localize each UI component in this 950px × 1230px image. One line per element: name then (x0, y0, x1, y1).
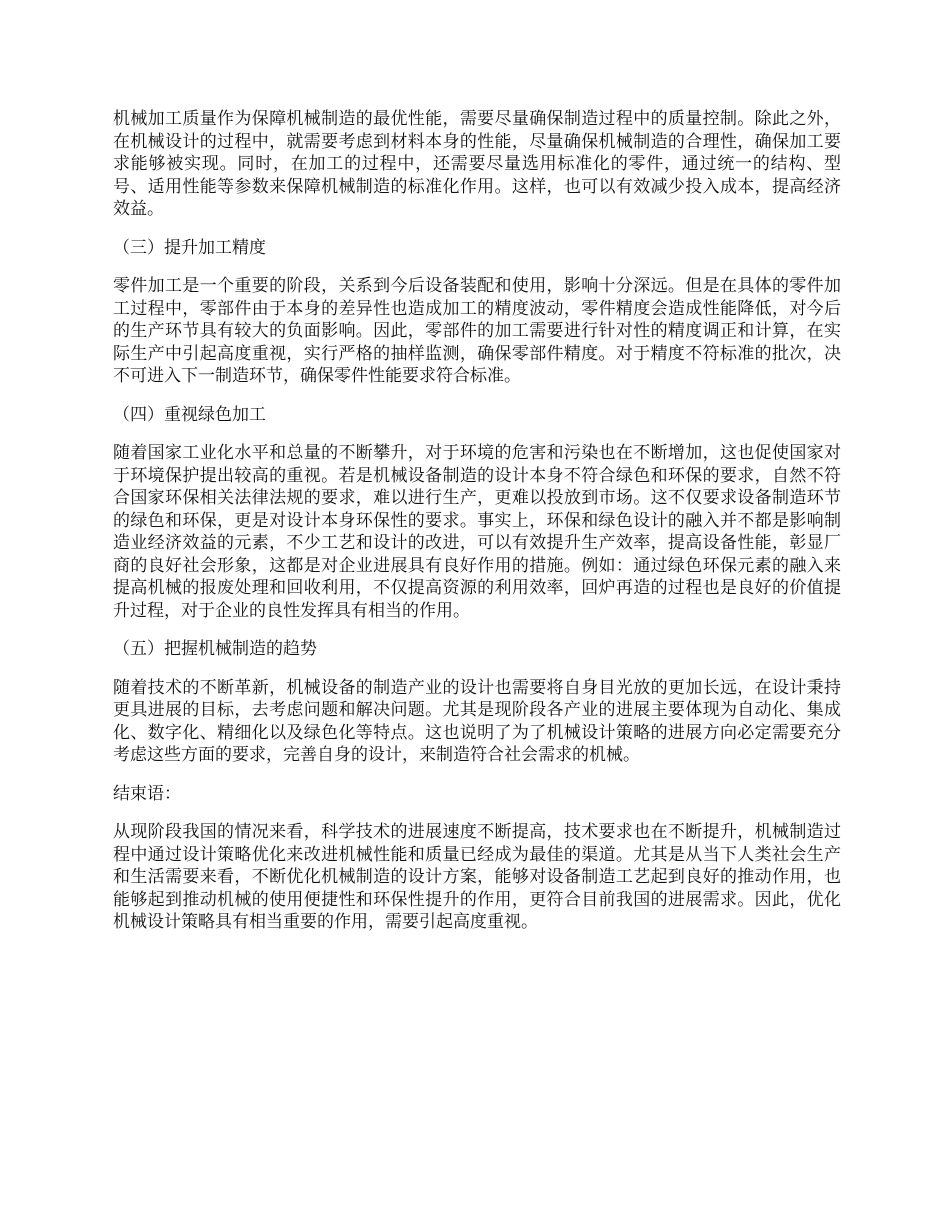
paragraph-trend: 随着技术的不断革新，机械设备的制造产业的设计也需要将自身目光放的更加长远，在设计秉持更具进展的目标，去考虑问题和解决问题。尤其是现阶段各产业的进展主要体现为自动化、集成化、数字化、精细化以及绿色化等特点。这也说明了为了机械设计策略的进展方向必定需要充分考虑这些方面的要求，完善自身的设计，来制造符合社会需求的机械。 (113, 677, 841, 765)
section-heading-green: （四）重视绿色加工 (113, 404, 266, 425)
paragraph-precision: 零件加工是一个重要的阶段，关系到今后设备装配和使用，影响十分深远。但是在具体的零件加工过程中，零部件由于本身的差异性也造成加工的精度波动，零件精度会造成性能降低，对今后的生产环节具有较大的负面影响。因此，零部件的加工需要进行针对性的精度调正和计算，在实际生产中引起高度重视，实行严格的抽样监测，确保零部件精度。对于精度不符标准的批次，决不可进入下一制造环节，确保零件性能要求符合标准。 (113, 276, 841, 386)
paragraph-quality-control: 机械加工质量作为保障机械制造的最优性能，需要尽量确保制造过程中的质量控制。除此之外，在机械设计的过程中，就需要考虑到材料本身的性能，尽量确保机械制造的合理性，确保加工要求能够被实现。同时，在加工的过程中，还需要尽量选用标准化的零件，通过统一的结构、型号、适用性能等参数来保障机械制造的标准化作用。这样，也可以有效减少投入成本，提高经济效益。 (113, 109, 841, 219)
conclusion-heading: 结束语： (113, 783, 181, 804)
paragraph-green: 随着国家工业化水平和总量的不断攀升，对于环境的危害和污染也在不断增加，这也促使国家对于环境保护提出较高的重视。若是机械设备制造的设计本身不符合绿色和环保的要求，自然不符合国家环保相关法律法规的要求，难以进行生产，更难以投放到市场。这不仅要求设备制造环节的绿色和环保，更是对设计本身环保性的要求。事实上，环保和绿色设计的融入并不都是影响制造业经济效益的元素，不少工艺和设计的改进，可以有效提升生产效率，提高设备性能，彰显厂商的良好社会形象，这都是对企业进展具有良好作用的措施。例如：通过绿色环保元素的融入来提高机械的报废处理和回收利用，不仅提高资源的利用效率，回炉再造的过程也是良好的价值提升过程，对于企业的良性发挥具有相当的作用。 (113, 443, 841, 621)
paragraph-conclusion: 从现阶段我国的情况来看，科学技术的进展速度不断提高，技术要求也在不断提升，机械制造过程中通过设计策略优化来改进机械性能和质量已经成为最佳的渠道。尤其是从当下人类社会生产和生活需要来看，不断优化机械制造的设计方案，能够对设备制造工艺起到良好的推动作用，也能够起到推动机械的使用便捷性和环保性提升的作用，更符合目前我国的进展需求。因此，优化机械设计策略具有相当重要的作用，需要引起高度重视。 (113, 822, 841, 932)
document-page (113, 108, 841, 950)
section-heading-trend: （五）把握机械制造的趋势 (113, 639, 317, 659)
section-heading-precision: （三）提升加工精度 (113, 237, 266, 258)
